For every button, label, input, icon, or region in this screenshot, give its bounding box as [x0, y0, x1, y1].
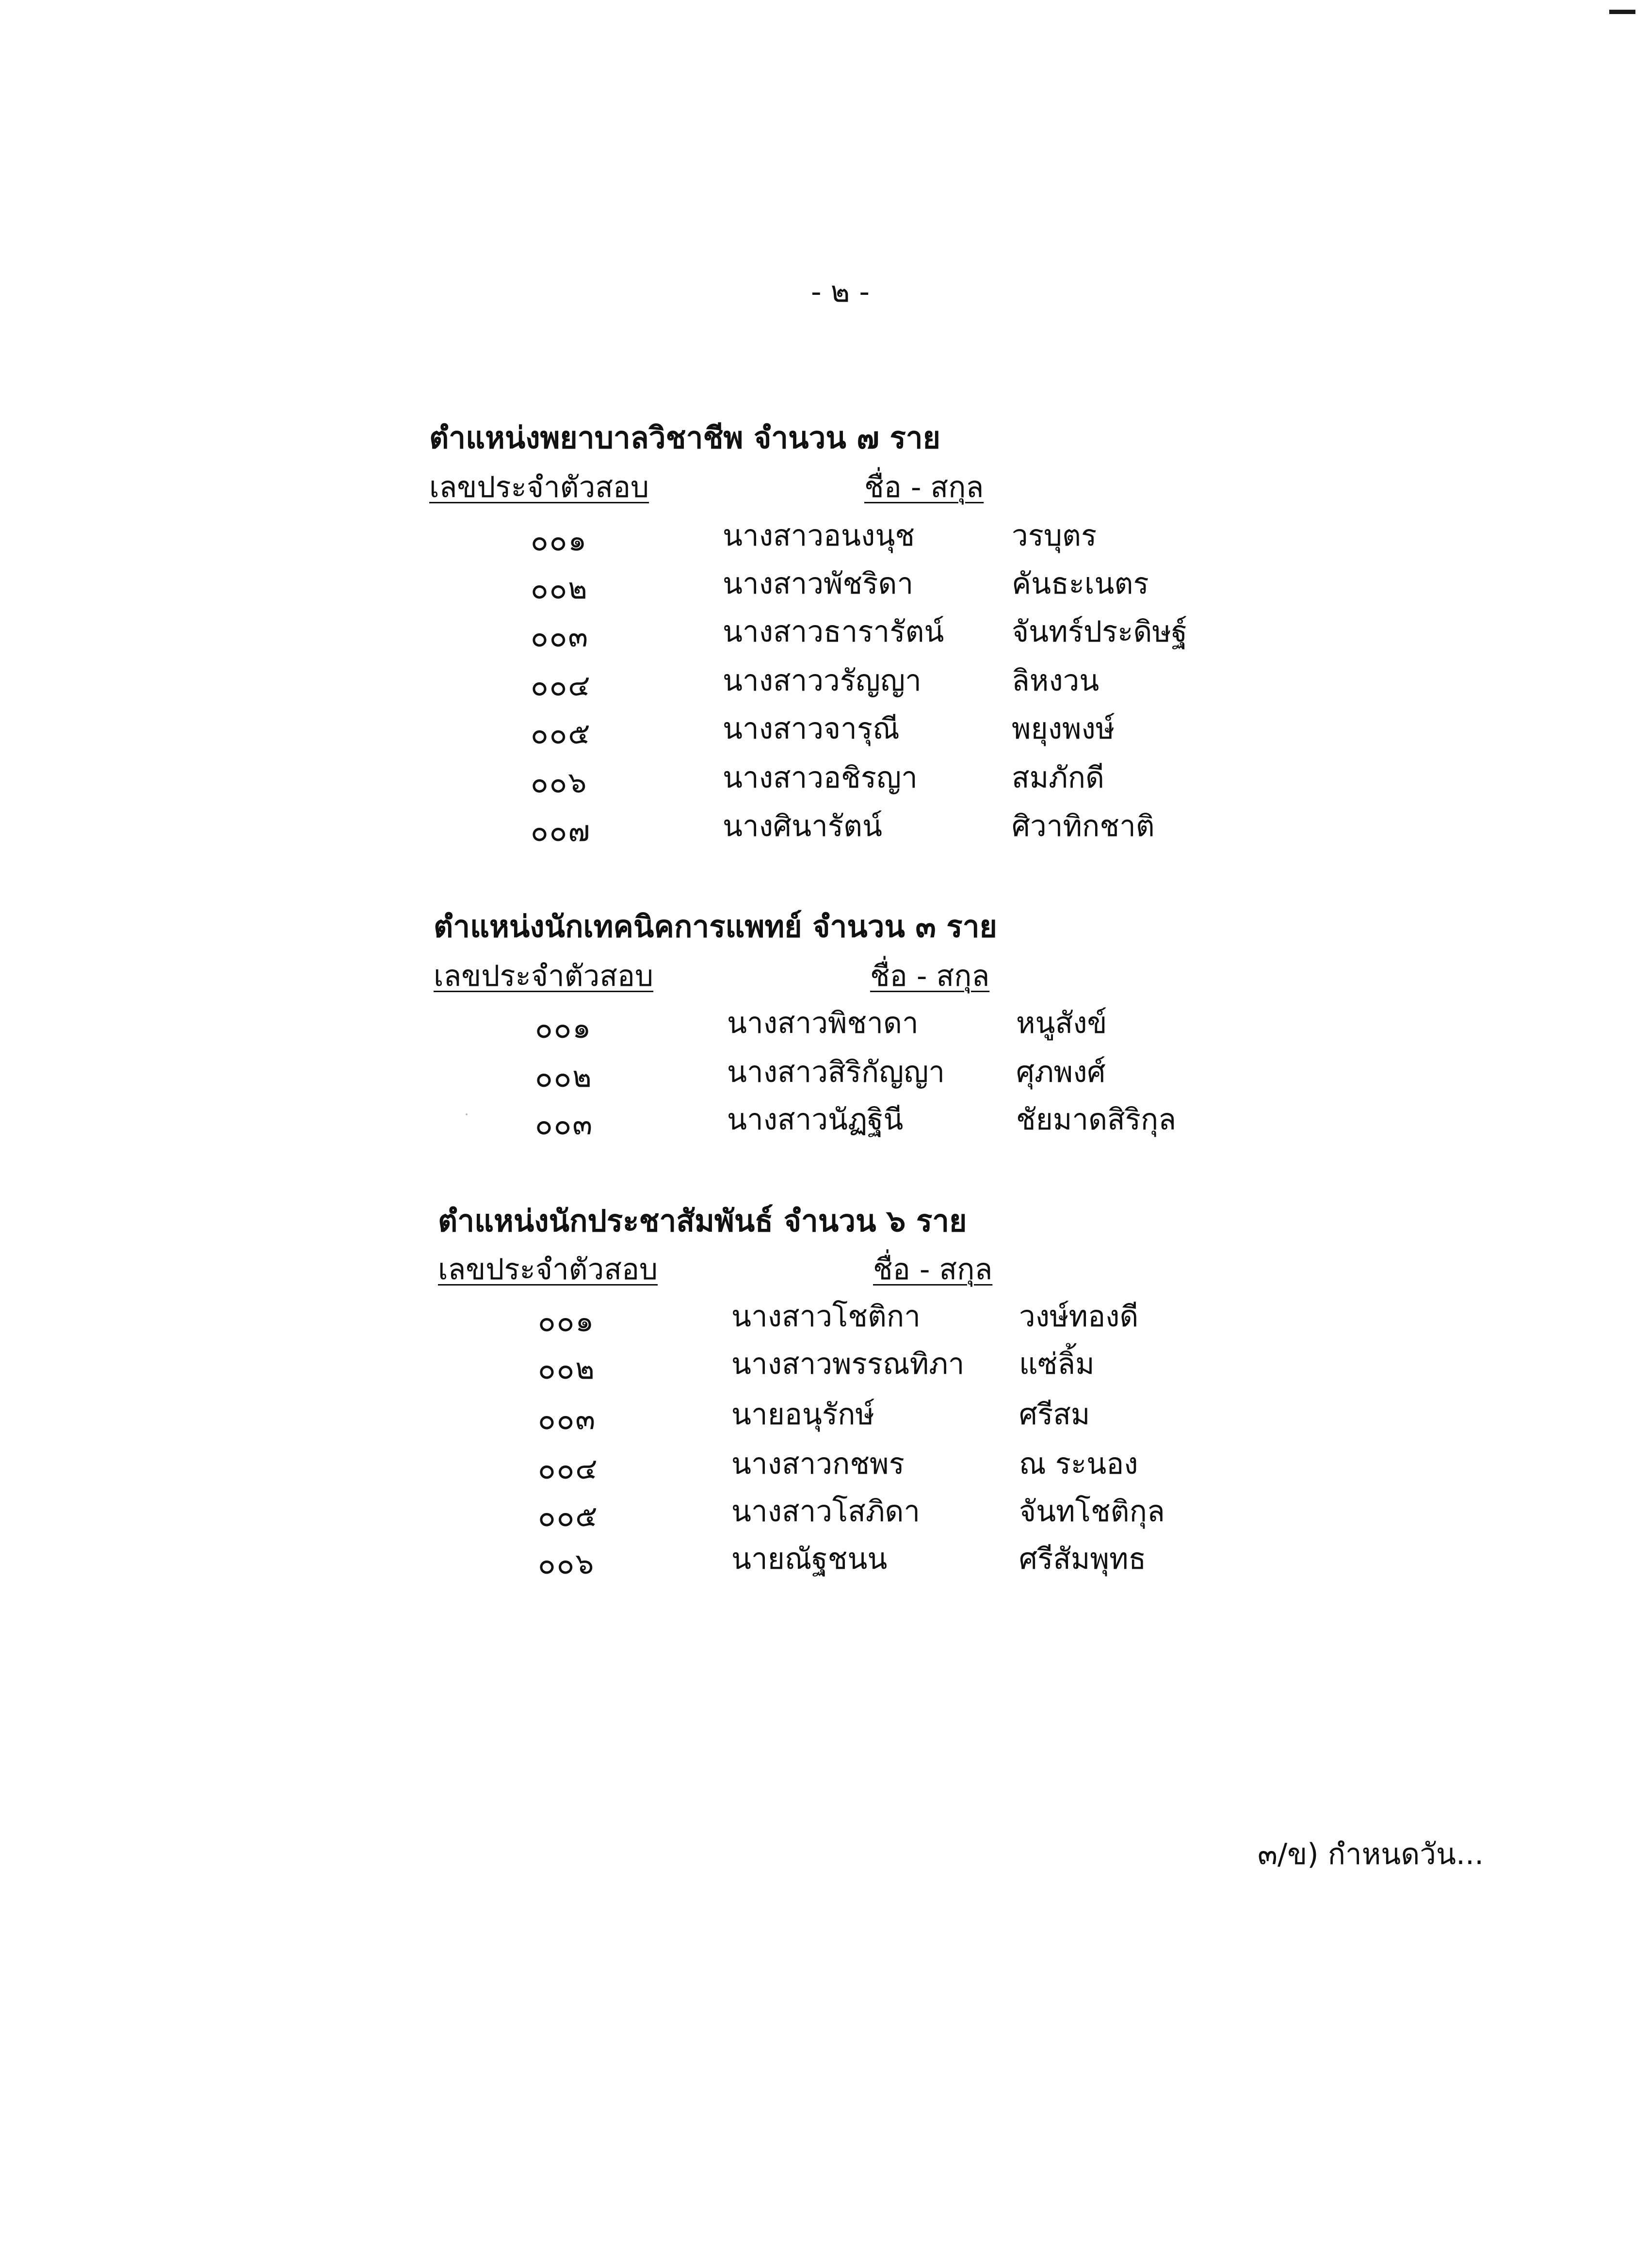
surname: ชัยมาดสิริกุล — [1016, 1103, 1177, 1137]
column-header-exam-id: เลขประจำตัวสอบ — [429, 470, 649, 504]
first-name: นางสาวโชติกา — [731, 1300, 921, 1334]
surname: จันทร์ประดิษฐ์ — [1012, 615, 1188, 649]
exam-id: ๐๐๕ — [538, 1499, 598, 1533]
exam-id: ๐๐๓ — [535, 1108, 594, 1142]
column-header-exam-id: เลขประจำตัวสอบ — [438, 1253, 658, 1287]
first-name: นางสาวอชิรญา — [723, 761, 918, 795]
surname: คันธะเนตร — [1012, 567, 1149, 601]
column-header-full-name: ชื่อ - สกุล — [873, 1253, 993, 1287]
column-header-exam-id: เลขประจำตัวสอบ — [434, 959, 654, 993]
surname: หนูสังข์ — [1016, 1006, 1107, 1040]
exam-id: ๐๐๓ — [538, 1402, 597, 1436]
surname: สมภักดี — [1012, 761, 1105, 795]
first-name: นางสาวจารุณี — [723, 712, 900, 746]
first-name: นายอนุรักษ์ — [731, 1398, 875, 1432]
surname: ศรีสัมพุทธ — [1019, 1542, 1147, 1576]
exam-id: ๐๐๖ — [538, 1547, 595, 1581]
first-name: นางสาวกชพร — [731, 1447, 905, 1481]
column-header-full-name: ชื่อ - สกุล — [870, 959, 990, 993]
surname: วรบุตร — [1012, 519, 1097, 553]
surname: ลิหงวน — [1012, 664, 1099, 698]
exam-id: ๐๐๑ — [535, 1011, 592, 1045]
surname: แซ่ลิ้ม — [1019, 1347, 1095, 1381]
surname: ศุภพงศ์ — [1016, 1055, 1106, 1089]
first-name: นางศินารัตน์ — [723, 809, 883, 843]
section-heading-nurse: ตำแหน่งพยาบาลวิชาชีพ จำนวน ๗ ราย — [429, 420, 940, 455]
first-name: นายณัฐชนน — [731, 1542, 888, 1576]
first-name: นางสาวพรรณทิภา — [731, 1347, 965, 1381]
first-name: นางสาววรัญญา — [723, 664, 922, 698]
first-name: นางสาวพัชริดา — [723, 567, 914, 601]
surname: จันทโชติกุล — [1019, 1495, 1165, 1528]
first-name: นางสาวอนงนุช — [723, 519, 915, 553]
section-heading-medical-technologist: ตำแหน่งนักเทคนิคการแพทย์ จำนวน ๓ ราย — [434, 909, 997, 944]
exam-id: ๐๐๒ — [538, 1352, 596, 1386]
exam-id: ๐๐๑ — [538, 1304, 595, 1338]
surname: ศิวาทิกชาติ — [1012, 809, 1155, 843]
exam-id: ๐๐๒ — [531, 572, 588, 606]
first-name: นางสาวโสภิดา — [731, 1495, 921, 1528]
column-header-full-name: ชื่อ - สกุล — [864, 470, 984, 504]
first-name: นางสาวพิชาดา — [727, 1006, 919, 1040]
first-name: นางสาวนัฏฐินี — [727, 1103, 904, 1137]
corner-scan-mark — [1609, 10, 1635, 14]
page-number: - ๒ - — [811, 275, 870, 309]
scan-speck — [466, 1113, 468, 1115]
exam-id: ๐๐๔ — [531, 669, 591, 703]
exam-id: ๐๐๒ — [535, 1060, 593, 1094]
exam-id: ๐๐๖ — [531, 766, 588, 800]
exam-id: ๐๐๔ — [538, 1452, 598, 1486]
surname: ณ ระนอง — [1019, 1447, 1138, 1481]
first-name: นางสาวสิริกัญญา — [727, 1055, 945, 1089]
page-continuation-note: ๓/ข) กำหนดวัน... — [1258, 1837, 1484, 1871]
exam-id: ๐๐๗ — [531, 814, 591, 848]
surname: ศรีสม — [1019, 1398, 1090, 1432]
surname: วงษ์ทองดี — [1019, 1300, 1139, 1334]
exam-id: ๐๐๑ — [531, 524, 588, 558]
exam-id: ๐๐๓ — [531, 620, 589, 654]
surname: พยุงพงษ์ — [1012, 712, 1115, 746]
exam-id: ๐๐๕ — [531, 717, 591, 751]
section-heading-public-relations: ตำแหน่งนักประชาสัมพันธ์ จำนวน ๖ ราย — [438, 1203, 967, 1239]
first-name: นางสาวธารารัตน์ — [723, 615, 944, 649]
